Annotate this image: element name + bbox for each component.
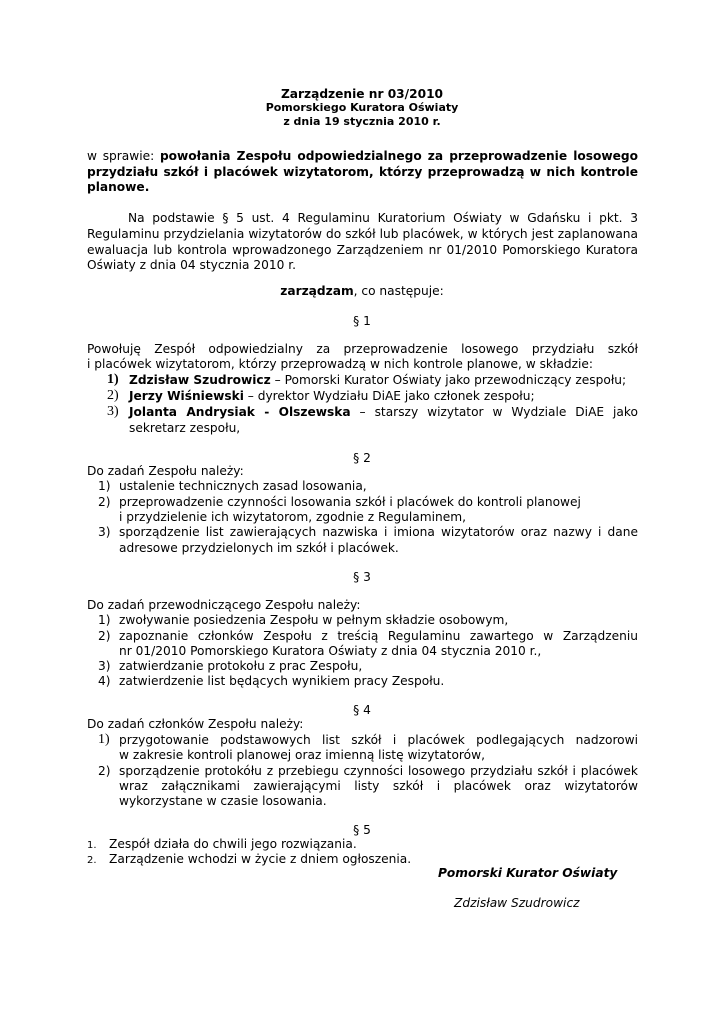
s2-item-1-number: 1) xyxy=(98,479,111,493)
member-3-role-cont: sekretarz zespołu, xyxy=(129,421,241,435)
s4-item-1-cont: w zakresie kontroli planowej oraz imienną listę wizytatorów, xyxy=(119,748,485,762)
s2-item-3-number: 3) xyxy=(98,525,111,539)
document-title: Zarządzenie nr 03/2010 xyxy=(280,87,444,101)
section-1-intro-1: Powołuję Zespół odpowiedzialny za przeprowadzenie losowego przydziału szkół xyxy=(87,342,638,356)
s2-item-2: przeprowadzenie czynności losowania szkół i placówek do kontroli planowej xyxy=(119,495,581,509)
member-2-number: 2) xyxy=(107,388,119,403)
member-3-name: Jolanta Andrysiak - Olszewska xyxy=(129,405,351,419)
s4-item-1: przygotowanie podstawowych list szkół i placówek podlegających nadzorowi xyxy=(119,733,638,747)
member-2-name: Jerzy Wiśniewski xyxy=(129,389,244,403)
member-1-name: Zdzisław Szudrowicz xyxy=(129,373,271,387)
s3-item-3-number: 3) xyxy=(98,659,111,673)
s2-item-1: ustalenie technicznych zasad losowania, xyxy=(119,479,367,493)
s3-item-3: zatwierdzanie protokołu z prac Zespołu, xyxy=(119,659,363,673)
s5-item-1-number: 1. xyxy=(87,840,97,851)
basis-line-4: Oświaty z dnia 04 stycznia 2010 r. xyxy=(87,258,297,272)
s3-item-4-number: 4) xyxy=(98,674,111,688)
member-1-number: 1) xyxy=(107,372,119,387)
member-1 xyxy=(107,371,119,388)
signature-title: Pomorski Kurator Oświaty xyxy=(438,866,618,880)
subject-line-2: przydziału szkół i placówek wizytatorom, którzy przeprowadzą w nich kontrole xyxy=(87,165,638,179)
subject-text-1: powołania Zespołu odpowiedzialnego za przeprowadzenie losowego xyxy=(159,149,638,163)
s3-item-2-number: 2) xyxy=(98,629,111,643)
s2-item-2-cont: i przydzielenie ich wizytatorom, zgodnie z Regulaminem, xyxy=(119,510,466,524)
s5-item-2-number: 2. xyxy=(87,855,97,866)
section-3-intro: Do zadań przewodniczącego Zespołu należy: xyxy=(87,598,361,612)
s3-item-1-number: 1) xyxy=(98,613,111,627)
s4-item-2-cont: wraz załącznikami zawierającymi listy szkół i placówek oraz wizytatorów xyxy=(119,779,638,793)
member-3 xyxy=(107,403,119,420)
s4-item-1-num-text: 1) xyxy=(98,732,110,747)
s3-item-2: zapoznanie członków Zespołu z treścią Regulaminu zawartego w Zarządzeniu xyxy=(119,629,638,643)
s2-item-3-cont: adresowe przydzielonych im szkół i placówek. xyxy=(119,541,399,555)
member-2-role: – dyrektor Wydziału DiAE jako członek zespołu; xyxy=(243,389,535,403)
section-2-heading: § 2 xyxy=(353,451,371,465)
subject-line-1 xyxy=(87,148,638,164)
section-2-intro: Do zadań Zespołu należy: xyxy=(87,464,244,478)
s4-item-1-number xyxy=(98,731,110,748)
member-2 xyxy=(107,387,119,404)
section-1-intro-2: i placówek wizytatorom, którzy przeprowadzą w nich kontrole planowe, w składzie: xyxy=(87,357,594,371)
section-4-heading: § 4 xyxy=(353,703,371,717)
document-date: z dnia 19 stycznia 2010 r. xyxy=(283,115,441,128)
decree-statement xyxy=(0,283,724,299)
decree-rest: , co następuje: xyxy=(353,284,444,298)
document-issuer: Pomorskiego Kuratora Oświaty xyxy=(265,101,459,114)
member-3-role: – starszy wizytator w Wydziale DiAE jako xyxy=(350,405,638,419)
subject-line-3: planowe. xyxy=(87,180,150,194)
signature-name: Zdzisław Szudrowicz xyxy=(454,896,580,910)
basis-line-1: Na podstawie § 5 ust. 4 Regulaminu Kuratorium Oświaty w Gdańsku i pkt. 3 xyxy=(128,211,638,225)
s4-item-2: sporządzenie protokółu z przebiegu czynności losowego przydziału szkół i placówek xyxy=(119,764,638,778)
basis-line-2: Regulaminu przydzielania wizytatorów do szkół lub placówek, w których jest zaplanowana xyxy=(87,227,638,241)
decree-bold: zarządzam xyxy=(280,284,354,298)
s3-item-2-cont: nr 01/2010 Pomorskiego Kuratora Oświaty z dnia 04 stycznia 2010 r., xyxy=(119,644,542,658)
section-4-intro: Do zadań członków Zespołu należy: xyxy=(87,717,304,731)
s5-item-1: Zespół działa do chwili jego rozwiązania. xyxy=(109,837,357,851)
s5-item-2: Zarządzenie wchodzi w życie z dniem ogłoszenia. xyxy=(109,852,412,866)
member-3-number: 3) xyxy=(107,404,119,419)
member-3-text xyxy=(129,404,638,420)
section-5-heading: § 5 xyxy=(353,823,371,837)
s4-item-2-cont-2: wykorzystane w czasie losowania. xyxy=(119,794,327,808)
basis-line-3: ewaluacja lub kontrola wprowadzonego Zarządzeniem nr 01/2010 Pomorskiego Kuratora xyxy=(87,243,638,257)
s3-item-1: zwoływanie posiedzenia Zespołu w pełnym składzie osobowym, xyxy=(119,613,509,627)
section-1-heading: § 1 xyxy=(353,314,371,328)
member-1-role: – Pomorski Kurator Oświaty jako przewodniczący zespołu; xyxy=(270,373,627,387)
s2-item-2-number: 2) xyxy=(98,495,111,509)
member-2-text xyxy=(129,388,535,404)
subject-prefix: w sprawie: xyxy=(87,149,160,163)
member-1-text xyxy=(129,372,626,388)
section-3-heading: § 3 xyxy=(353,570,371,584)
s2-item-3: sporządzenie list zawierających nazwiska i imiona wizytatorów oraz nazwy i dane xyxy=(119,525,638,539)
s4-item-2-number: 2) xyxy=(98,764,111,778)
s3-item-4: zatwierdzenie list będących wynikiem pracy Zespołu. xyxy=(119,674,445,688)
